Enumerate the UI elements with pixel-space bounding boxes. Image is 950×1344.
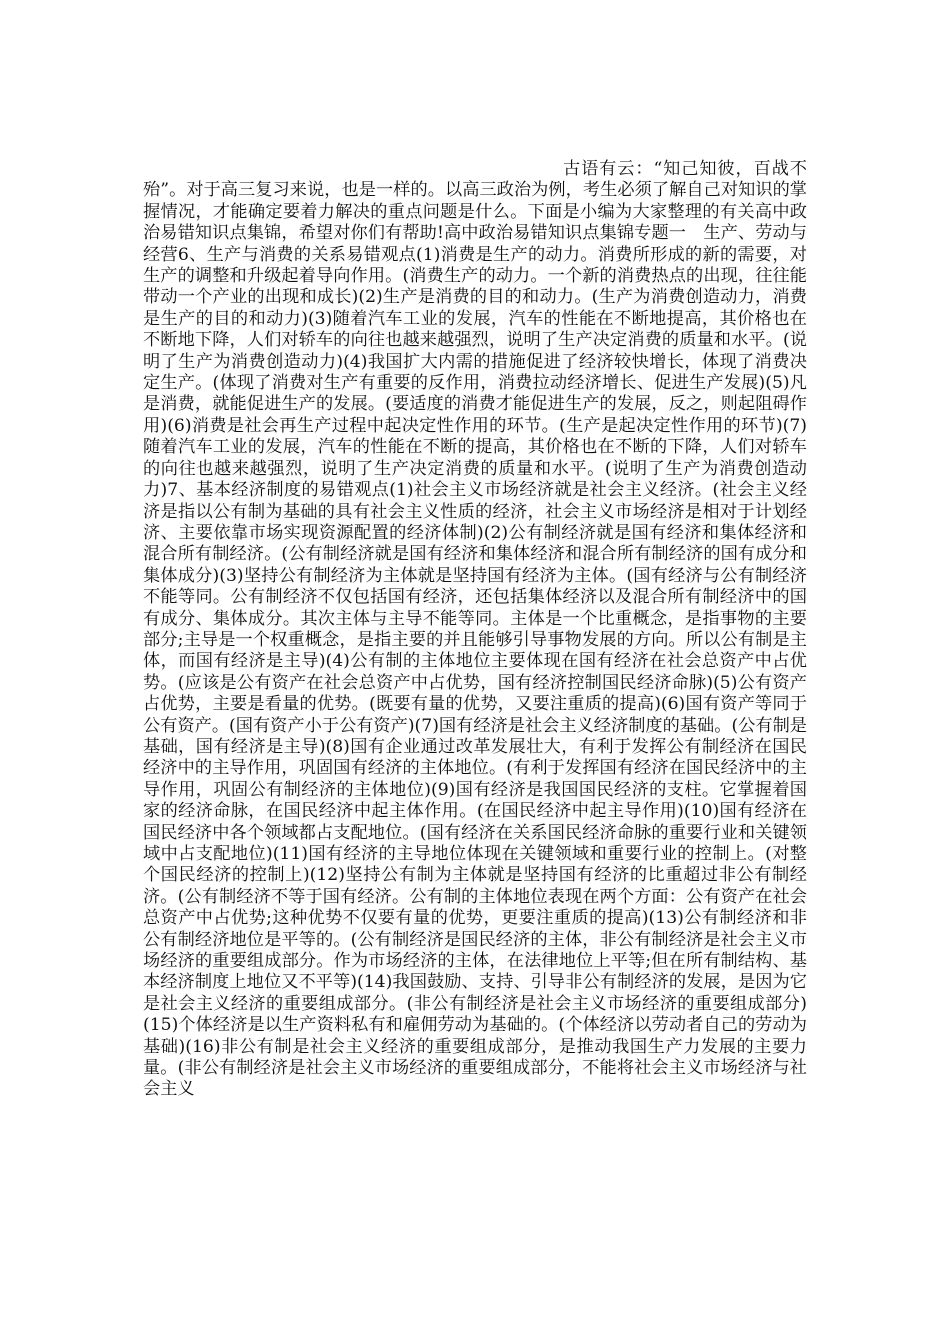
body-text: 古语有云：“知己知彼，百战不殆”。对于高三复习来说，也是一样的。以高三政治为例，考生必须了解自己对知识的掌握情况，才能确定要着力解决的重点问题是什么。下面是小编为大家整理的有关高中政治易错知识点集锦，希望对你们有帮助!高中政治易错知识点集锦专题一 生产、劳动与经营6、生产与消费的关系易错观点(1)消费是生产的动力。消费所形成的新的需要，对生产的调整和升级起着导向作用。(消费生产的动力。一个新的消费热点的出现，往往能带动一个产业的出现和成长)(2)生产是消费的目的和动力。(生产为消费创造动力，消费是生产的目的和动力)(3)随着汽车工业的发展，汽车的性能在不断地提高，其价格也在不断地下降，人们对轿车的向往也越来越强烈，说明了生产决定消费的质量和水平。(说明了生产为消费创造动力)(4)我国扩大内需的措施促进了经济较快增长，体现了消费决定生产。(体现了消费对生产有重要的反作用，消费拉动经济增长、促进生产发展)(5)凡是消费，就能促进生产的发展。(要适度的消费才能促进生产的发展，反之，则起阻碍作用)(6)消费是社会再生产过程中起决定性作用的环节。(生产是起决定性作用的环节)(7)随着汽车工业的发展，汽车的性能在不断的提高，其价格也在不断的下降，人们对轿车的向往也越来越强烈，说明了生产决定消费的质量和水平。(说明了生产为消费创造动力)7、基本经济制度的易错观点(1)社会主义市场经济就是社会主义经济。(社会主义经济是指以公有制为基础的具有社会主义性质的经济，社会主义市场经济是相对于计划经济、主要依靠市场实现资源配置的经济体制)(2)公有制经济就是国有经济和集体经济和混合所有制经济。(公有制经济就是国有经济和集体经济和混合所有制经济的国有成分和集体成分)(3)坚持公有制经济为主体就是坚持国有经济为主体。(国有经济与公有制经济不能等同。公有制经济不仅包括国有经济，还包括集体经济以及混合所有制经济中的国有成分、集体成分。其次主体与主导不能等同。主体是一个比重概念，是指事物的主要部分;主导是一个权重概念，是指主要的并且能够引导事物发展的方向。所以公有制是主体，而国有经济是主导)(4)公有制的主体地位主要体现在国有经济在社会总资产中占优势。(应该是公有资产在社会总资产中占优势，国有经济控制国民经济命脉)(5)公有资产占优势，主要是看量的优势。(既要有量的优势，又要注重质的提高)(6)国有资产等同于公有资产。(国有资产小于公有资产)(7)国有经济是社会主义经济制度的基础。(公有制是基础，国有经济是主导)(8)国有企业通过改革发展壮大，有利于发挥公有制经济在国民经济中的主导作用，巩固国有经济的主体地位。(有利于发挥国有经济在国民经济中的主导作用，巩固公有制经济的主体地位)(9)国有经济是我国国民经济的支柱。它掌握着国家的经济命脉，在国民经济中起主体作用。(在国民经济中起主导作用)(10)国有经济在国民经济中各个领域都占支配地位。(国有经济在关系国民经济命脉的重要行业和关键领域中占支配地位)(11)国有经济的主导地位体现在关键领域和重要行业的控制上。(对整个国民经济的控制上)(12)坚持公有制为主体就是坚持国有经济的比重超过非公有制经济。(公有制经济不等于国有经济。公有制的主体地位表现在两个方面：公有资产在社会总资产中占优势;这种优势不仅要有量的优势，更要注重质的提高)(13)公有制经济和非公有制经济地位是平等的。(公有制经济是国民经济的主体，非公有制经济是社会主义市场经济的重要组成部分。作为市场经济的主体，在法律地位上平等;但在所有制结构、基本经济制度上地位又不平等)(14)我国鼓励、支持、引导非公有制经济的发展，是因为它是社会主义经济的重要组成部分。(非公有制经济是社会主义市场经济的重要组成部分)(15)个体经济是以生产资料私有和雇佣劳动为基础的。(个体经济以劳动者自己的劳动为基础)(16)非公有制是社会主义经济的重要组成部分，是推动我国生产力发展的主要力量。(非公有制经济是社会主义市场经济的重要组成部分，不能将社会主义市场经济与社会主义 xyxy=(143,159,807,1100)
